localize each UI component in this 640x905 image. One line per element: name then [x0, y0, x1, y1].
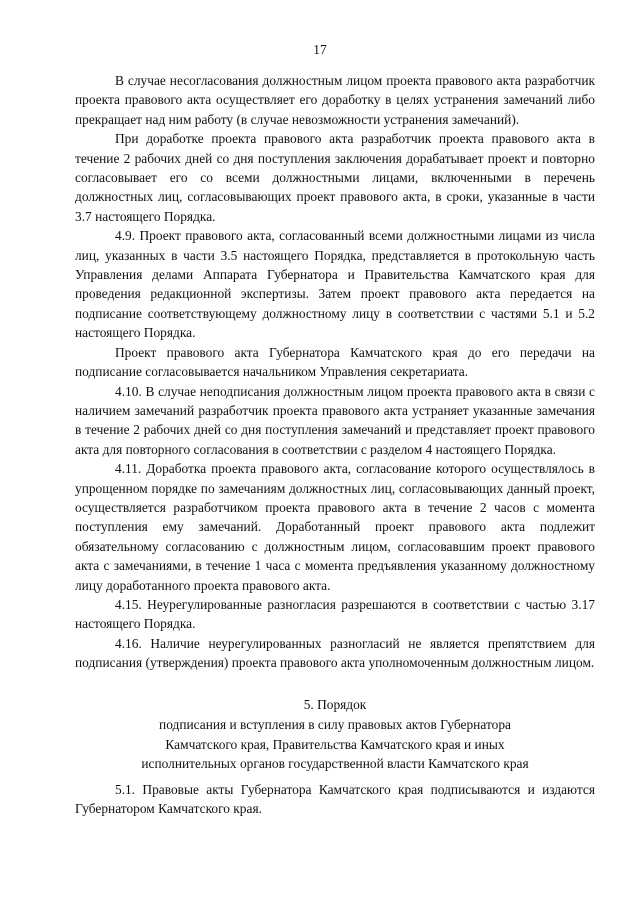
section-heading-line: 5. Порядок	[303, 697, 367, 712]
paragraph-4-16: 4.16. Наличие неурегулированных разногласий не является препятствием для подписания (утверждения) проекта правового акта уполномоченным должностным лицом.	[75, 635, 595, 671]
paragraph-governor-approval: Проект правового акта Губернатора Камчатского края до его передачи на подписание согласовывается начальником Управления секретариата.	[75, 344, 595, 380]
document-body	[75, 71, 595, 673]
section-heading-line: Камчатского края, Правительства Камчатского края и иных	[165, 736, 505, 752]
section-heading-line: подписания и вступления в силу правовых актов Губернатора	[159, 716, 511, 732]
section-heading-line: исполнительных органов государственной власти Камчатского края	[141, 756, 529, 772]
paragraph-4-11: 4.11. Доработка проекта правового акта, согласование которого осуществлялось в упрощенном порядке по замечаниям должностных лиц, согласовывающих данный проект, осуществляется разработчиком проекта правового акта в течение 2 часов с момента поступления ему замечаний. Доработанный проект правового акта подлежит обязательному согласованию с должностным лицом, согласовавшим проект правового акта с замечаниями, в течение 1 часа с момента предъявления указанному должностному лицу доработанного проекта правового акта.	[75, 461, 595, 593]
paragraph-4-15: 4.15. Неурегулированные разногласия разрешаются в соответствии с частью 3.17 настоящего Порядка.	[75, 596, 595, 632]
paragraph-4-10: 4.10. В случае неподписания должностным лицом проекта правового акта в связи с наличием замечаний разработчик проекта правового акта устраняет указанные замечания в течение 2 рабочих дней со дня поступления замечаний и представляет проект правового акта для повторного согласования в соответствии с разделом 4 настоящего Порядка.	[75, 383, 595, 457]
section-5-body	[75, 780, 595, 819]
paragraph-4-9: 4.9. Проект правового акта, согласованный всеми должностными лицами из числа лиц, указанных в части 3.5 настоящего Порядка, представляется в протокольную часть Управления делами Аппарата Губернатора и Правительства Камчатского края для проведения редакционной экспертизы. Затем проект правового акта передается на подписание соответствующему должностному лицу в соответствии с частями 5.1 и 5.2 настоящего Порядка.	[75, 228, 595, 341]
paragraph-5-1: 5.1. Правовые акты Губернатора Камчатского края подписываются и издаются Губернатором Камчатского края.	[75, 782, 595, 817]
section-5-heading	[75, 695, 595, 774]
paragraph-disagreement: В случае несогласования должностным лицом проекта правового акта разработчик проекта правового акта осуществляет его доработку в целях устранения замечаний либо прекращает над ним работу (в случае невозможности устранения замечаний).	[75, 73, 595, 127]
page-number: 17	[313, 42, 327, 57]
paragraph-revision: При доработке проекта правового акта разработчик проекта правового акта в течение 2 рабочих дней со дня поступления заключения дорабатывает проект и повторно согласовывает его со всеми должностными лицами, включенными в перечень должностных лиц, согласовывающих проект правового акта, в сроки, указанные в части 3.7 настоящего Порядка.	[75, 131, 595, 224]
